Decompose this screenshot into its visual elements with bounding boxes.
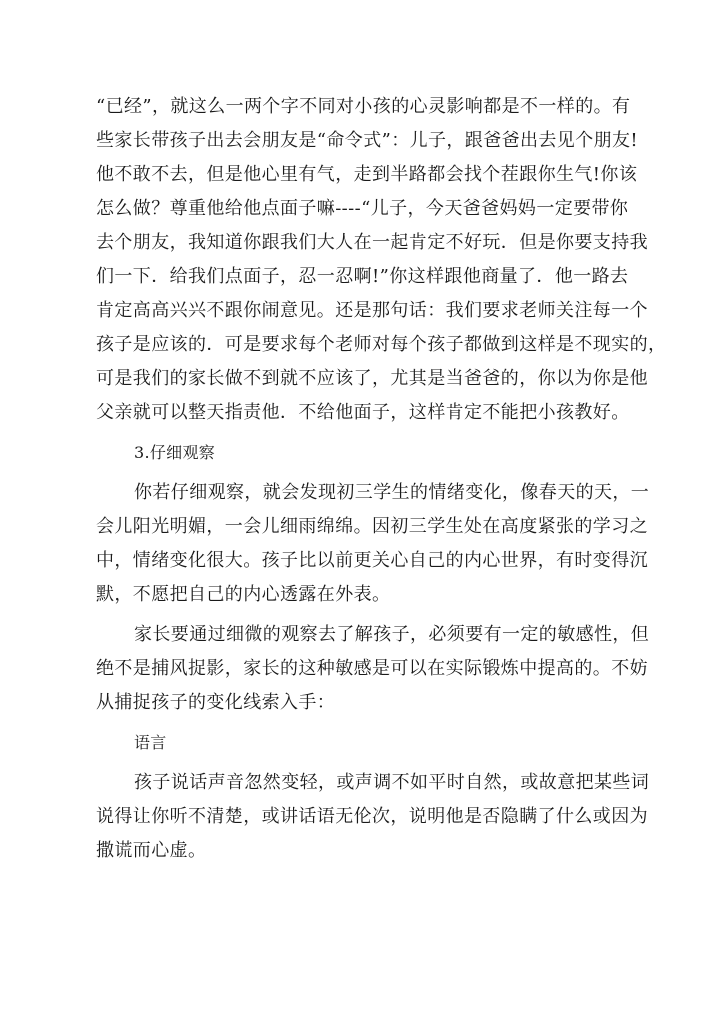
text-line: 父亲就可以整天指责他．不给他面子，这样肯定不能把小孩教好。: [96, 402, 630, 423]
text-line: 家长要通过细微的观察去了解孩子，必须要有一定的敏感性，但: [134, 624, 650, 645]
text-line: 们一下．给我们点面子，忍一忍啊!”你这样跟他商量了．他一路去: [96, 266, 629, 287]
text-line: 肯定高高兴兴不跟你闹意见。还是那句话：我们要求老师关注每一个: [96, 300, 648, 321]
paragraph-sensitivity: [96, 618, 650, 720]
text-line: 可是我们的家长做不到就不应该了，尤其是当爸爸的，你以为你是他: [96, 368, 648, 389]
paragraph-emotion-changes: [96, 476, 650, 612]
text-line: 些家长带孩子出去会朋友是“命令式”：儿子，跟爸爸出去见个朋友!: [96, 130, 639, 151]
text-line: 怎么做？尊重他给他点面子嘛----“儿子，今天爸爸妈妈一定要带你: [96, 198, 629, 219]
text-line: 孩子说话声音忽然变轻，或声调不如平时自然，或故意把某些词: [134, 772, 650, 793]
subheading-language: 语言: [134, 733, 167, 752]
document-body: [96, 90, 667, 868]
paragraph-respect-child: [96, 90, 667, 430]
text-line: “已经”，就这么一两个字不同对小孩的心灵影响都是不一样的。有: [96, 96, 631, 117]
paragraph-speech-cues: [96, 766, 650, 868]
text-line: 你若仔细观察，就会发现初三学生的情绪变化，像春天的天，一: [134, 482, 650, 503]
text-line: 去个朋友，我知道你跟我们大人在一起肯定不好玩．但是你要支持我: [96, 232, 648, 253]
text-line: 说得让你听不清楚，或讲话语无伦次，说明他是否隐瞒了什么或因为: [96, 806, 648, 827]
text-line: 绝不是捕风捉影，家长的这种敏感是可以在实际锻炼中提高的。不妨: [96, 658, 648, 679]
text-line: 中，情绪变化很大。孩子比以前更关心自己的内心世界，有时变得沉: [96, 550, 648, 571]
text-line: 会儿阳光明媚，一会儿细雨绵绵。因初三学生处在高度紧张的学习之: [96, 516, 648, 537]
text-line: 孩子是应该的．可是要求每个老师对每个孩子都做到这样是不现实的，: [96, 334, 667, 355]
text-line: 他不敢不去，但是他心里有气，走到半路都会找个茬跟你生气!你该: [96, 164, 638, 185]
text-line: 撒谎而心虚。: [96, 840, 207, 861]
section-heading-observe: 3.仔细观察: [134, 443, 216, 462]
text-line: 从捕捉孩子的变化线索入手：: [96, 692, 336, 713]
text-line: 默，不愿把自己的内心透露在外表。: [96, 584, 391, 605]
